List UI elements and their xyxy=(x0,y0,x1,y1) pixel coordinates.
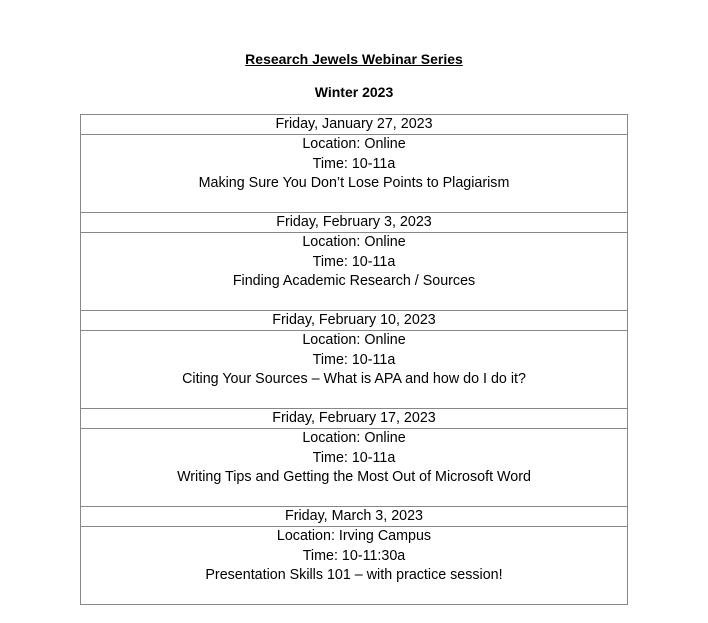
session-topic: Presentation Skills 101 – with practice session! xyxy=(205,567,503,583)
session-location: Location: Online xyxy=(302,430,406,446)
session-details xyxy=(81,135,628,213)
document-title: Research Jewels Webinar Series xyxy=(245,51,463,67)
session-details xyxy=(81,331,628,409)
session-date: Friday, January 27, 2023 xyxy=(81,115,628,135)
session-details xyxy=(81,233,628,311)
session-date-row xyxy=(81,213,628,233)
session-date: Friday, March 3, 2023 xyxy=(81,507,628,527)
session-detail-row xyxy=(81,429,628,507)
session-detail-row xyxy=(81,135,628,213)
session-location: Location: Online xyxy=(302,332,406,348)
session-topic: Citing Your Sources – What is APA and how do I do it? xyxy=(182,371,526,387)
session-detail-row xyxy=(81,527,628,605)
session-topic: Making Sure You Don’t Lose Points to Plagiarism xyxy=(198,175,510,191)
session-date-row xyxy=(81,311,628,331)
schedule-table xyxy=(80,114,628,605)
session-time: Time: 10-11:30a xyxy=(302,547,406,564)
session-detail-row xyxy=(81,331,628,409)
session-details xyxy=(81,429,628,507)
session-location: Location: Irving Campus xyxy=(276,528,432,544)
session-time: Time: 10-11a xyxy=(312,449,396,466)
session-date: Friday, February 17, 2023 xyxy=(81,409,628,429)
session-time: Time: 10-11a xyxy=(312,351,396,368)
session-location: Location: Online xyxy=(302,136,406,152)
session-location: Location: Online xyxy=(302,234,406,250)
session-date-row xyxy=(81,409,628,429)
session-details xyxy=(81,527,628,605)
session-detail-row xyxy=(81,233,628,311)
session-time: Time: 10-11a xyxy=(312,155,396,172)
document-subtitle: Winter 2023 xyxy=(314,84,394,100)
session-date: Friday, February 10, 2023 xyxy=(81,311,628,331)
session-date: Friday, February 3, 2023 xyxy=(81,213,628,233)
session-date-row xyxy=(81,507,628,527)
session-time: Time: 10-11a xyxy=(312,253,396,270)
session-date-row xyxy=(81,115,628,135)
session-topic: Writing Tips and Getting the Most Out of Microsoft Word xyxy=(177,469,531,485)
session-topic: Finding Academic Research / Sources xyxy=(232,273,476,289)
